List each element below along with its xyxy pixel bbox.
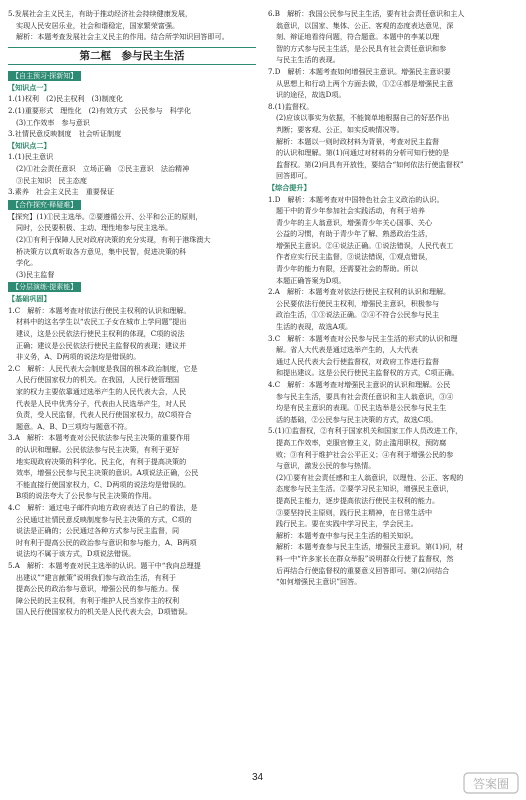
text-line: 和提出建议。这是公民行使民主监督权的方式，C项正确。 [276, 368, 459, 378]
text-line: 智的方式参与民主生活，是公民具有社会责任意识和参 [276, 43, 447, 53]
text-line: 解析：本题考查参与民主生活，增强民主意识。第(1)问，材 [276, 542, 464, 552]
text-line: 4.C 解析：本题考查对增强民主意识的认识和理解。公民 [268, 380, 451, 389]
text-line: 学化。 [16, 258, 38, 268]
text-line: 代表是人民中优秀分子，代表由人民选举产生，对人民 [16, 398, 187, 408]
text-line: 5.发展社会主义民主，有助于推动经济社会持续健康发展， [8, 9, 193, 18]
text-line: 公益的习惯，有助于青少年了解、熟悉政治生活， [276, 229, 433, 239]
text-line: 6.B 解析：我国公民参与民主生活，要有社会责任意识和主人 [268, 9, 465, 18]
text-line: 5.A 解析：本题考查对民主选举的认识。题干中“我向总理提 [8, 560, 201, 570]
text-line: 践行民主。要在实践中学习民主，学会民主。 [276, 519, 418, 529]
text-line: 解析：本题考查发展社会主义民主的作用。结合所学知识回答即可。 [16, 32, 229, 42]
text-line: 负责，受人民监督，代表人民行使国家权力，故C项符合 [16, 410, 192, 420]
left-column [8, 8, 256, 618]
text-line: 1.C 解析：本题考查对依法行使民主权利的认识和理解。 [8, 305, 191, 315]
text-line: 政治生活，①③说法正确。②④不符合公民参与民主 [276, 310, 440, 320]
text-line: 青少年的能力有限，还需要社会的帮助。所以 [276, 264, 418, 274]
text-line: 4.C 解析：通过电子邮件向地方政府表达了自己的看法，是 [8, 502, 198, 512]
text-line: (3)工作效率 参与意识 [16, 117, 90, 127]
text-line: 时有利于提高公民的政治参与意识和参与能力，A、B两项 [16, 537, 197, 547]
text-line: 态度参与民主生活。②要学习民主知识，增强民主意识， [276, 484, 454, 494]
text-line: 作者应实行民主监督，③说法错误，①观点错误， [276, 252, 433, 262]
text-line: 2.A 解析：本题考查对依法行使民主权利的认识和理解。 [268, 287, 451, 297]
text-line: 解析：本题考查中参与民主生活的相关知识。 [276, 530, 418, 540]
text-line: 提高工作效率，克服官僚主义，防止滥用职权，预防腐 [276, 437, 447, 447]
text-line: 1.D 解析：本题考查对中国特色社会主义政治的认识。 [268, 194, 444, 204]
text-line: 刻、辩证地看待问题，符合题意。本题中的李某以理 [276, 32, 440, 42]
text-line: 1.(1)民主意识 [8, 152, 54, 162]
text-line: ③要坚持民主原则，践行民主精神，在日常生活中 [276, 507, 433, 517]
right-column [268, 8, 518, 588]
text-line: 增强民主意识。②④说法正确。①说法错误，人民代表工 [276, 240, 454, 250]
subsection-label: 【综合提升】 [268, 182, 311, 192]
text-line: 从思想上和行动上两个方面去做，①②④都是增强民主意 [276, 78, 454, 88]
text-line: (2)①有利于保障人民对政府决策的充分实现，有利于港珠澳大 [16, 234, 211, 244]
svg-text:答案圈: 答案圈 [472, 777, 510, 791]
section-banner-row [8, 198, 256, 211]
text-line: 同时，公民要积极、主动、理性地参与民主选举。 [16, 223, 173, 233]
text-line: 效率，增强公民参与民主决策的意识。A项说法正确，公民 [16, 468, 199, 478]
text-line: 2.C 解析：人民代表大会制度是我国的根本政治制度，它是 [8, 363, 198, 373]
text-line: 青少年的主人翁意识，增强青少年关心国事、关心 [276, 217, 433, 227]
watermark-logo-icon [462, 770, 520, 796]
text-line: 解。省人大代表是通过选举产生的，人大代表 [276, 345, 418, 355]
text-line: 人民行使国家权力的机关。在我国，人民行使管理国 [16, 375, 180, 385]
text-line: (2)①要有社会责任感和主人翁意识，以理性、公正、客观的 [276, 472, 464, 482]
page-number: 34 [252, 772, 264, 783]
section-banner-row [8, 280, 256, 293]
text-line: 家的权力主要依靠通过选举产生的人民代表大会，人民 [16, 387, 187, 397]
text-line: 的认识和理解。第(1)问通过对材料的分析可知行使的是 [276, 148, 450, 158]
section-banner: 【自主预习·探新知】 [8, 71, 81, 81]
text-line: “如何增强民主意识”回答。 [276, 577, 362, 587]
text-line: (3)民主监督 [16, 269, 55, 279]
text-line: 活的基础，②公民参与民主决策的方式，故选C项。 [276, 414, 438, 424]
text-line: 说法是正确的；公民通过各种方式参与民主监督，同 [16, 526, 180, 536]
section-heading: 第二框 参与民主生活 [8, 47, 256, 65]
text-line: 1.(1)权利 (2)民主权利 (3)制度化 [8, 94, 123, 104]
text-line: 后再结合行使监督权的重要意义回答即可。第(2)问结合 [276, 565, 450, 575]
text-line: 3.社情民意反映制度 社会听证制度 [8, 129, 122, 139]
text-line: 【探究】(1)①民主选举。②要遵循公开、公平和公正的原则， [8, 211, 203, 221]
section-banner: 【分层演练·提素能】 [8, 282, 81, 292]
text-line: 识的途径，故选D项。 [276, 90, 346, 100]
text-line: 材料中的这名学生以“农民工子女在城市上学问题”提出 [16, 317, 187, 327]
text-line: 7.D 解析：本题考查如何增强民主意识。增强民主意识要 [268, 66, 451, 76]
text-line: 实现人民安居乐业，社会和谐稳定，国家繁荣富强。 [16, 20, 180, 30]
text-line: 料一中“许多家长在群众举报”说明群众行使了监督权，然 [276, 553, 454, 563]
text-line: 障公民的民主权利，有利于维护人民当家作主的权利 [16, 595, 180, 605]
text-line: 与民主生活的表现。 [276, 55, 340, 65]
text-line: 提高民主能力，逐步提高依法行使民主权利的能力。 [276, 495, 440, 505]
section-banner-row [8, 69, 256, 82]
text-line: 8.(1)监督权。 [268, 101, 314, 111]
text-line: 本题正确答案为D项。 [276, 275, 346, 285]
text-line: 2.(1)重要形式 理性化 (2)有效方式 公民参与 科学化 [8, 105, 191, 115]
text-line: B项的说法夸大了公民参与民主决策的作用。 [16, 491, 156, 501]
text-line: 地实现政府决策的科学化、民主化，有利于提高决策的 [16, 456, 187, 466]
text-line: 3.A 解析：本题考查对公民依法参与民主决策的重要作用 [8, 433, 191, 443]
text-line: 与意识，激发公民的参与热情。 [276, 461, 376, 471]
text-line: 均是有民主意识的表现。①民主选举是公民参与民主生 [276, 403, 447, 413]
text-line: 3.C 解析：本题考查对公民参与民主生活的形式的认识和理 [268, 333, 458, 343]
text-line: 公民通过社情民意反映制度参与民主决策的方式，C项的 [16, 514, 192, 524]
text-line: 回答即可。 [276, 171, 312, 181]
text-line: 5.(1)①监督权，②有利于国家机关和国家工作人员改进工作， [268, 426, 463, 436]
section-banner: 【合作探究·释疑难】 [8, 200, 81, 210]
text-line: 题干中的青少年参加社会实践活动，有利于培养 [276, 206, 425, 216]
text-line: 解析：本题以一则时政材料为背景，考查对民主监督 [276, 136, 440, 146]
text-line: 国人民行使国家权力的机关是人民代表大会，D项错误。 [16, 607, 192, 617]
text-line: (2)①社会责任意识 立场正确 ②民主意识 法治精神 [16, 163, 190, 173]
text-line: 桥决策方以真听取各方意见，集中民智，促进决策的科 [16, 246, 187, 256]
text-line: 生活的表现，故选A项。 [276, 322, 353, 332]
subsection-label: 【知识点一】 [8, 82, 51, 92]
subsection-label: 【基础巩固】 [8, 294, 51, 304]
text-line: (2)应该以事实为依据，不能简单地根据自己的好恶作出 [276, 113, 450, 123]
text-line: 参与民主生活，要具有社会责任意识和主人翁意识，③④ [276, 391, 454, 401]
text-line: ③民主知识 民主态度 [16, 175, 87, 185]
text-line: 说法均不属于该方式，D项说法错误。 [16, 549, 136, 559]
text-line: 的认识和理解。公民依法参与民主决策，有利于更好 [16, 445, 180, 454]
text-line: 翁意识，以国家、集体、公正、客观的态度表达意见，深 [276, 20, 454, 30]
text-line: 败；③有利于维护社会公平正义；④有利于增强公民的参 [276, 449, 454, 459]
text-line: 3.素养 社会主义民主 重要保证 [8, 187, 115, 197]
text-line: 不能直接行使国家权力，C、D两项的说法均是错误的。 [16, 479, 191, 489]
text-line: 题意。A、B、D三项均与题意不符。 [16, 421, 132, 431]
text-line: 出建议”“建言献策”说明我们参与政治生活，有利于 [16, 572, 176, 582]
text-line: 公民要依法行使民主权利，增强民主意识，积极参与 [276, 298, 440, 308]
text-line: 非义务，A、D两项的说法均是错误的。 [16, 352, 141, 362]
text-line: 监督权。第(2)问具有开放性，要结合“如何依法行使监督权” [276, 159, 464, 169]
text-line: 建议，这是公民依法行使民主权利的体现，C项的说法 [16, 329, 185, 339]
subsection-label: 【知识点二】 [8, 140, 51, 150]
text-line: 正确；建议是公民依法行使民主监督权的表现；建议并 [16, 340, 187, 350]
text-line: 通过人民代表大会行使监督权，对政府工作进行监督 [276, 356, 440, 366]
text-line: 提高公民的政治参与意识，增强公民的参与能力。保 [16, 584, 180, 594]
text-line: 判断；要客观、公正，如实反映情况等。 [276, 124, 404, 134]
